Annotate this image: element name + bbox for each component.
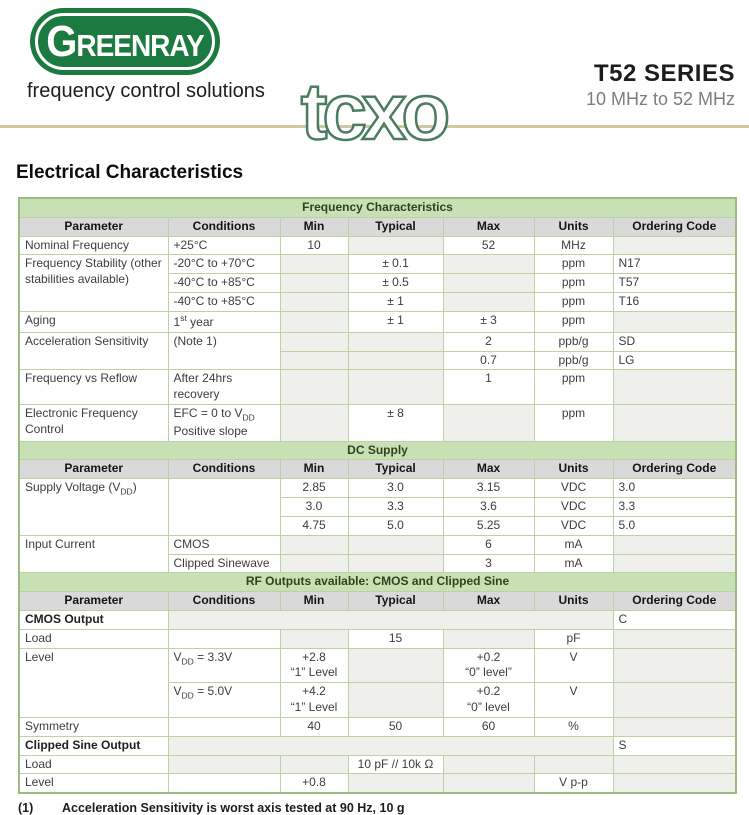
table-cell: -40°C to +85°C bbox=[168, 293, 280, 312]
table-cell: +0.2 “0” level bbox=[443, 683, 534, 718]
table-cell: +0.8 bbox=[280, 774, 348, 793]
logo-inner-ring bbox=[35, 13, 215, 70]
table-cell bbox=[613, 554, 736, 573]
table-cell: $V_{DD} = 5.0V$ bbox=[168, 683, 280, 718]
table-cell: 40 bbox=[280, 717, 348, 736]
series-block bbox=[586, 60, 735, 110]
table-cell: C bbox=[613, 611, 736, 630]
table-cell: N17 bbox=[613, 255, 736, 274]
table-cell: Acceleration Sensitivity bbox=[19, 332, 168, 370]
table-cell: CMOS bbox=[168, 535, 280, 554]
table-cell bbox=[168, 717, 280, 736]
table-cell: +4.2 “1” Level bbox=[280, 683, 348, 718]
table-cell: 50 bbox=[348, 717, 443, 736]
table-cell bbox=[280, 311, 348, 332]
table-cell: 3.0 bbox=[613, 479, 736, 498]
table-cell bbox=[280, 554, 348, 573]
column-header: Conditions bbox=[168, 217, 280, 236]
table-cell bbox=[348, 370, 443, 405]
table-cell: ppm bbox=[534, 293, 613, 312]
table-cell: MHz bbox=[534, 236, 613, 255]
table-cell bbox=[613, 683, 736, 718]
table-cell: ppm bbox=[534, 405, 613, 441]
table-cell bbox=[613, 370, 736, 405]
table-cell bbox=[613, 755, 736, 774]
table-cell: ppm bbox=[534, 311, 613, 332]
table-cell bbox=[168, 774, 280, 793]
table-cell: Frequency Stability (other stabilities available) bbox=[19, 255, 168, 311]
table-cell: 3.6 bbox=[443, 498, 534, 517]
table-cell: ppm bbox=[534, 255, 613, 274]
table-row bbox=[19, 370, 736, 405]
table-cell: ± 0.5 bbox=[348, 274, 443, 293]
column-header: Ordering Code bbox=[613, 460, 736, 479]
logo-tagline: frequency control solutions bbox=[27, 80, 265, 102]
table-row bbox=[19, 717, 736, 736]
section-title: RF Outputs available: CMOS and Clipped Sine bbox=[19, 573, 736, 592]
table-cell: 2 bbox=[443, 332, 534, 351]
table-cell bbox=[280, 293, 348, 312]
table-row bbox=[19, 236, 736, 255]
table-cell bbox=[168, 736, 613, 755]
table-cell: ± 1 bbox=[348, 311, 443, 332]
table-cell: ppm bbox=[534, 370, 613, 405]
table-row bbox=[19, 611, 736, 630]
table-cell bbox=[443, 405, 534, 441]
table-cell: V bbox=[534, 648, 613, 683]
column-header: Min bbox=[280, 217, 348, 236]
table-cell: After 24hrs recovery bbox=[168, 370, 280, 405]
column-header: Typical bbox=[348, 460, 443, 479]
table-cell: 3.0 bbox=[348, 479, 443, 498]
column-header: Min bbox=[280, 460, 348, 479]
table-cell bbox=[348, 774, 443, 793]
table-cell: +25°C bbox=[168, 236, 280, 255]
table-cell: 3.3 bbox=[613, 498, 736, 517]
column-header: Typical bbox=[348, 217, 443, 236]
column-header: Max bbox=[443, 217, 534, 236]
table-cell: T57 bbox=[613, 274, 736, 293]
table-cell: ± 0.1 bbox=[348, 255, 443, 274]
table-cell: 4.75 bbox=[280, 516, 348, 535]
table-row bbox=[19, 332, 736, 351]
column-header: Ordering Code bbox=[613, 592, 736, 611]
table-cell: ± 8 bbox=[348, 405, 443, 441]
table-cell bbox=[280, 255, 348, 274]
table-cell bbox=[280, 629, 348, 648]
table-cell: CMOS Output bbox=[19, 611, 168, 630]
table-row bbox=[19, 255, 736, 274]
table-cell bbox=[443, 293, 534, 312]
column-header: Max bbox=[443, 460, 534, 479]
table-cell bbox=[613, 405, 736, 441]
table-cell: 2.85 bbox=[280, 479, 348, 498]
column-header: Units bbox=[534, 460, 613, 479]
table-row bbox=[19, 755, 736, 774]
table-cell: 3.0 bbox=[280, 498, 348, 517]
footnote-text: Acceleration Sensitivity is worst axis tested at 90 Hz, 10 g bbox=[62, 801, 405, 815]
table-cell bbox=[280, 405, 348, 441]
footnote-ref: (1) bbox=[18, 801, 34, 815]
table-cell: 3 bbox=[443, 554, 534, 573]
table-cell: 0.7 bbox=[443, 351, 534, 370]
table-cell: VDC bbox=[534, 516, 613, 535]
table-cell bbox=[348, 683, 443, 718]
table-cell: 3.3 bbox=[348, 498, 443, 517]
table-cell: Load bbox=[19, 755, 168, 774]
section-title: Frequency Characteristics bbox=[19, 198, 736, 217]
table-cell bbox=[613, 774, 736, 793]
table-cell: (Note 1) bbox=[168, 332, 280, 370]
header bbox=[0, 0, 749, 156]
table-cell: -20°C to +70°C bbox=[168, 255, 280, 274]
table-cell: ± 3 bbox=[443, 311, 534, 332]
column-header: Ordering Code bbox=[613, 217, 736, 236]
table-cell: V p-p bbox=[534, 774, 613, 793]
table-cell bbox=[613, 535, 736, 554]
table-cell: 15 bbox=[348, 629, 443, 648]
table-cell: V bbox=[534, 683, 613, 718]
table-cell bbox=[280, 755, 348, 774]
logo-text: GREENRAY bbox=[46, 17, 204, 66]
table-cell: +0.2 “0” level” bbox=[443, 648, 534, 683]
table-cell bbox=[613, 648, 736, 683]
table-cell: 6 bbox=[443, 535, 534, 554]
table-cell bbox=[348, 332, 443, 351]
greenray-logo bbox=[30, 8, 220, 75]
electrical-characteristics-table bbox=[18, 197, 737, 794]
table-cell bbox=[613, 717, 736, 736]
table-row bbox=[19, 479, 736, 498]
table-cell: Load bbox=[19, 629, 168, 648]
table-cell: -40°C to +85°C bbox=[168, 274, 280, 293]
table-cell: Clipped Sine Output bbox=[19, 736, 168, 755]
tcxo-watermark bbox=[258, 67, 488, 160]
table-cell: VDC bbox=[534, 498, 613, 517]
table-cell bbox=[348, 236, 443, 255]
section-title: DC Supply bbox=[19, 441, 736, 460]
table-cell bbox=[613, 629, 736, 648]
table-cell: $V_{DD} = 3.3V$ bbox=[168, 648, 280, 683]
series-subtitle: 10 MHz to 52 MHz bbox=[585, 89, 735, 109]
table-cell: 10 bbox=[280, 236, 348, 255]
table-cell: LG bbox=[613, 351, 736, 370]
table-cell: ppb/g bbox=[534, 351, 613, 370]
table-cell: 5.25 bbox=[443, 516, 534, 535]
table-row bbox=[19, 774, 736, 793]
table-cell: Frequency vs Reflow bbox=[19, 370, 168, 405]
table-cell: 1 bbox=[443, 370, 534, 405]
column-header: Units bbox=[534, 592, 613, 611]
table-cell: Input Current bbox=[19, 535, 168, 573]
table-cell: Electronic Frequency Control bbox=[19, 405, 168, 441]
table-cell: mA bbox=[534, 535, 613, 554]
table-cell: 5.0 bbox=[348, 516, 443, 535]
table-cell bbox=[443, 629, 534, 648]
table-cell bbox=[280, 332, 348, 351]
table-cell: Nominal Frequency bbox=[19, 236, 168, 255]
page-title: Electrical Characteristics bbox=[16, 162, 244, 183]
table-cell: T16 bbox=[613, 293, 736, 312]
table-cell: 60 bbox=[443, 717, 534, 736]
table-cell: S bbox=[613, 736, 736, 755]
table-cell bbox=[443, 255, 534, 274]
column-header: Parameter bbox=[19, 217, 168, 236]
table-cell bbox=[168, 755, 280, 774]
table-cell: mA bbox=[534, 554, 613, 573]
table-cell: 5.0 bbox=[613, 516, 736, 535]
table-cell bbox=[280, 370, 348, 405]
table-cell bbox=[613, 311, 736, 332]
table-cell: ± 1 bbox=[348, 293, 443, 312]
table-cell: % bbox=[534, 717, 613, 736]
table-cell bbox=[280, 351, 348, 370]
table-cell: Symmetry bbox=[19, 717, 168, 736]
table-cell: 52 bbox=[443, 236, 534, 255]
table-cell bbox=[443, 755, 534, 774]
table-cell bbox=[280, 274, 348, 293]
table-row bbox=[19, 311, 736, 332]
table-cell bbox=[348, 648, 443, 683]
table-row bbox=[19, 629, 736, 648]
series-title: T52 SERIES bbox=[593, 60, 735, 87]
table-cell: SD bbox=[613, 332, 736, 351]
table-cell: pF bbox=[534, 629, 613, 648]
table-row bbox=[19, 535, 736, 554]
table-cell bbox=[348, 554, 443, 573]
table-cell bbox=[534, 755, 613, 774]
table-cell bbox=[613, 236, 736, 255]
table-cell: 10 pF // 10k Ω bbox=[348, 755, 443, 774]
column-header: Conditions bbox=[168, 460, 280, 479]
table-cell: Supply Voltage $(V_{DD})$ bbox=[19, 479, 168, 535]
table-cell: 1st year bbox=[168, 311, 280, 332]
table-cell: 3.15 bbox=[443, 479, 534, 498]
column-header: Parameter bbox=[19, 592, 168, 611]
footnote bbox=[18, 801, 749, 815]
table-cell: Level bbox=[19, 648, 168, 717]
column-header: Typical bbox=[348, 592, 443, 611]
table-cell bbox=[348, 535, 443, 554]
table-cell: EFC = 0 to $V_{DD}$ Positive slope bbox=[168, 405, 280, 441]
table-cell bbox=[168, 611, 613, 630]
table-cell bbox=[348, 351, 443, 370]
tcxo-watermark-text: tcxo bbox=[300, 67, 446, 156]
table-cell: Clipped Sinewave bbox=[168, 554, 280, 573]
table-row bbox=[19, 648, 736, 683]
table-cell bbox=[168, 629, 280, 648]
column-header: Units bbox=[534, 217, 613, 236]
table-cell: +2.8 “1” Level bbox=[280, 648, 348, 683]
table-cell bbox=[443, 274, 534, 293]
table-row bbox=[19, 736, 736, 755]
column-header: Max bbox=[443, 592, 534, 611]
table-cell: Level bbox=[19, 774, 168, 793]
column-header: Parameter bbox=[19, 460, 168, 479]
table-cell: Aging bbox=[19, 311, 168, 332]
table-cell: ppb/g bbox=[534, 332, 613, 351]
table-cell bbox=[280, 535, 348, 554]
table-cell bbox=[168, 479, 280, 535]
table-cell: VDC bbox=[534, 479, 613, 498]
table-row bbox=[19, 405, 736, 441]
column-header: Conditions bbox=[168, 592, 280, 611]
column-header: Min bbox=[280, 592, 348, 611]
table-cell bbox=[443, 774, 534, 793]
table-cell: ppm bbox=[534, 274, 613, 293]
